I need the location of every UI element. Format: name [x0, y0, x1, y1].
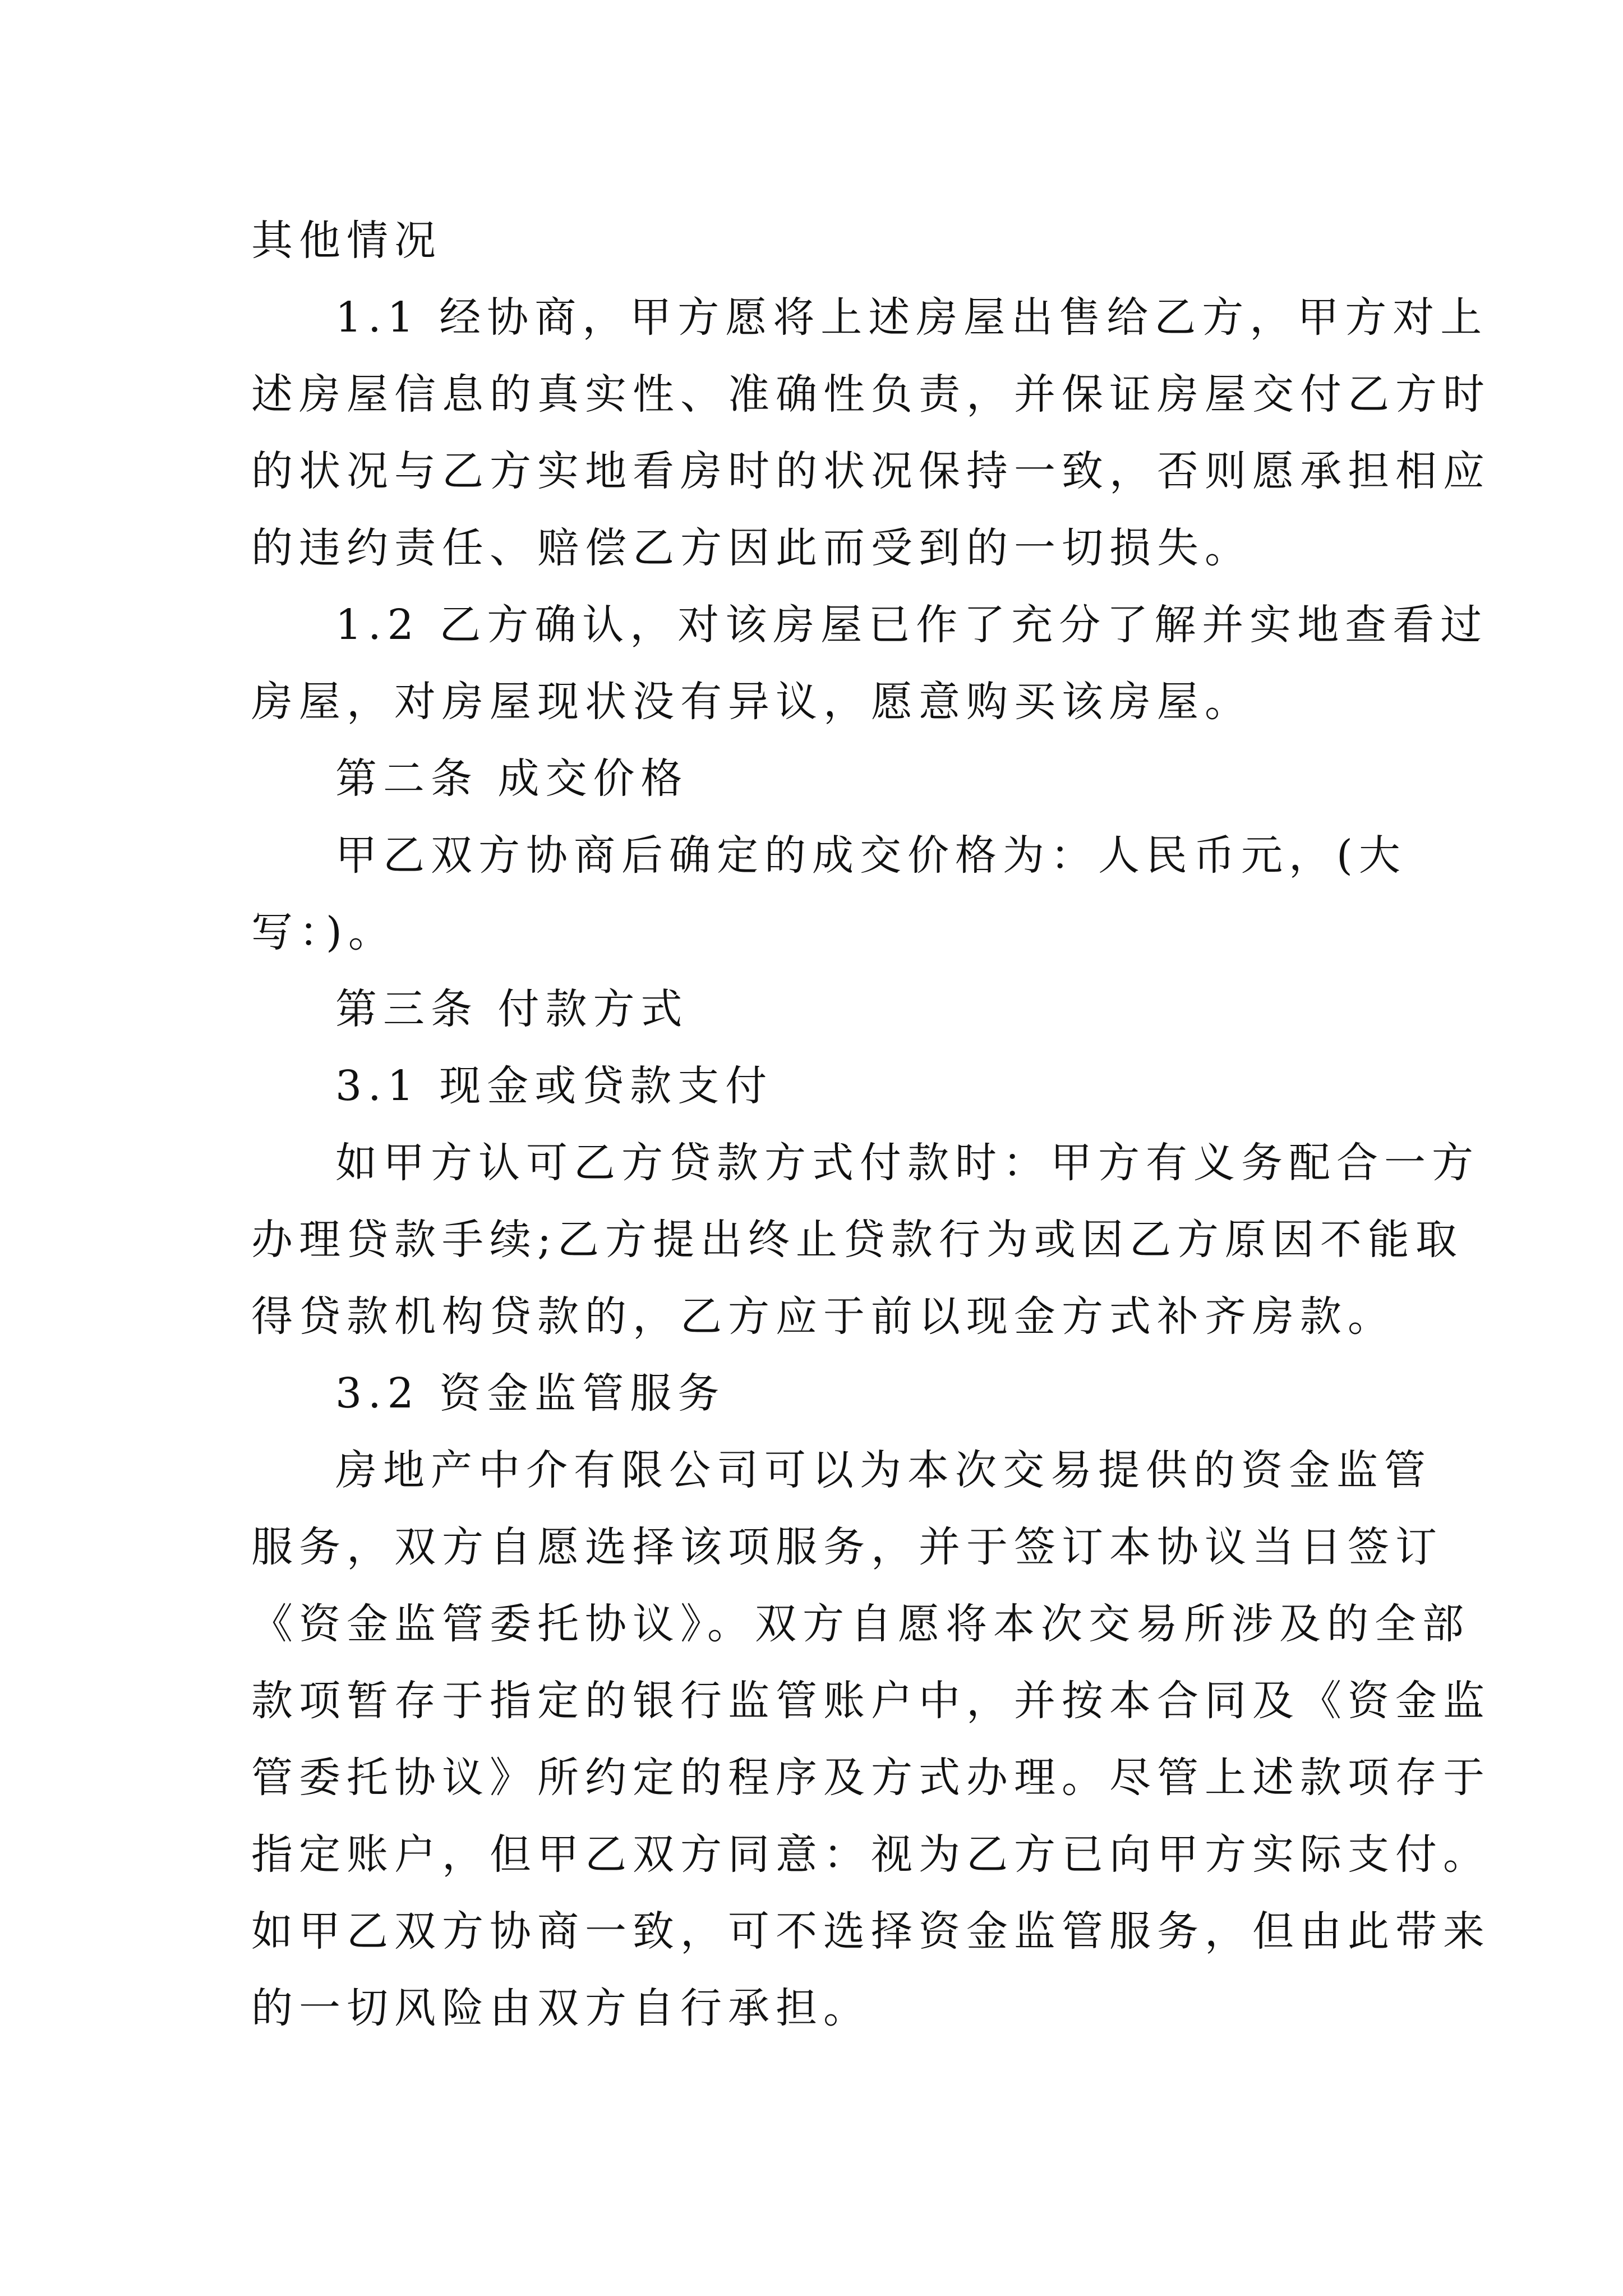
- text-line: 述房屋信息的真实性、准确性负责，并保证房屋交付乙方时: [251, 370, 1491, 418]
- text-line: 办理贷款手续;乙方提出终止贷款行为或因乙方原因不能取: [251, 1216, 1463, 1264]
- section-heading: 第三条 付款方式: [335, 985, 689, 1033]
- text-line: 房地产中介有限公司可以为本次交易提供的资金监管: [335, 1446, 1432, 1494]
- text-line: 房屋，对房屋现状没有异议，愿意购买该房屋。: [251, 678, 1252, 726]
- text-line: 写：)。: [251, 908, 396, 956]
- text-line: 《资金监管委托协议》。双方自愿将本次交易所涉及的全部: [251, 1600, 1470, 1648]
- text-line: 1.1 经协商，甲方愿将上述房屋出售给乙方，甲方对上: [335, 293, 1488, 342]
- text-line: 的状况与乙方实地看房时的状况保持一致，否则愿承担相应: [251, 447, 1491, 495]
- text-line: 甲乙双方协商后确定的成交价格为：人民币元，(大: [335, 831, 1407, 880]
- text-line: 管委托协议》所约定的程序及方式办理。尽管上述款项存于: [251, 1754, 1491, 1802]
- text-line: 的违约责任、赔偿乙方因此而受到的一切损失。: [251, 524, 1252, 572]
- subsection-heading: 3.2 资金监管服务: [335, 1369, 726, 1418]
- text-line: 其他情况: [251, 217, 442, 265]
- text-line: 指定账户，但甲乙双方同意：视为乙方已向甲方实际支付。: [251, 1830, 1491, 1879]
- subsection-heading: 3.1 现金或贷款支付: [335, 1062, 773, 1110]
- text-line: 服务，双方自愿选择该项服务，并于签订本协议当日签订: [251, 1523, 1443, 1571]
- text-line: 的一切风险由双方自行承担。: [251, 1984, 871, 2032]
- text-line: 如甲方认可乙方贷款方式付款时：甲方有义务配合一方: [335, 1139, 1479, 1187]
- section-heading: 第二条 成交价格: [335, 754, 689, 803]
- text-line: 款项暂存于指定的银行监管账户中，并按本合同及《资金监: [251, 1677, 1491, 1725]
- text-line: 1.2 乙方确认，对该房屋已作了充分了解并实地查看过: [335, 601, 1488, 649]
- text-line: 如甲乙双方协商一致，可不选择资金监管服务，但由此带来: [251, 1907, 1491, 1955]
- text-line: 得贷款机构贷款的，乙方应于前以现金方式补齐房款。: [251, 1292, 1395, 1341]
